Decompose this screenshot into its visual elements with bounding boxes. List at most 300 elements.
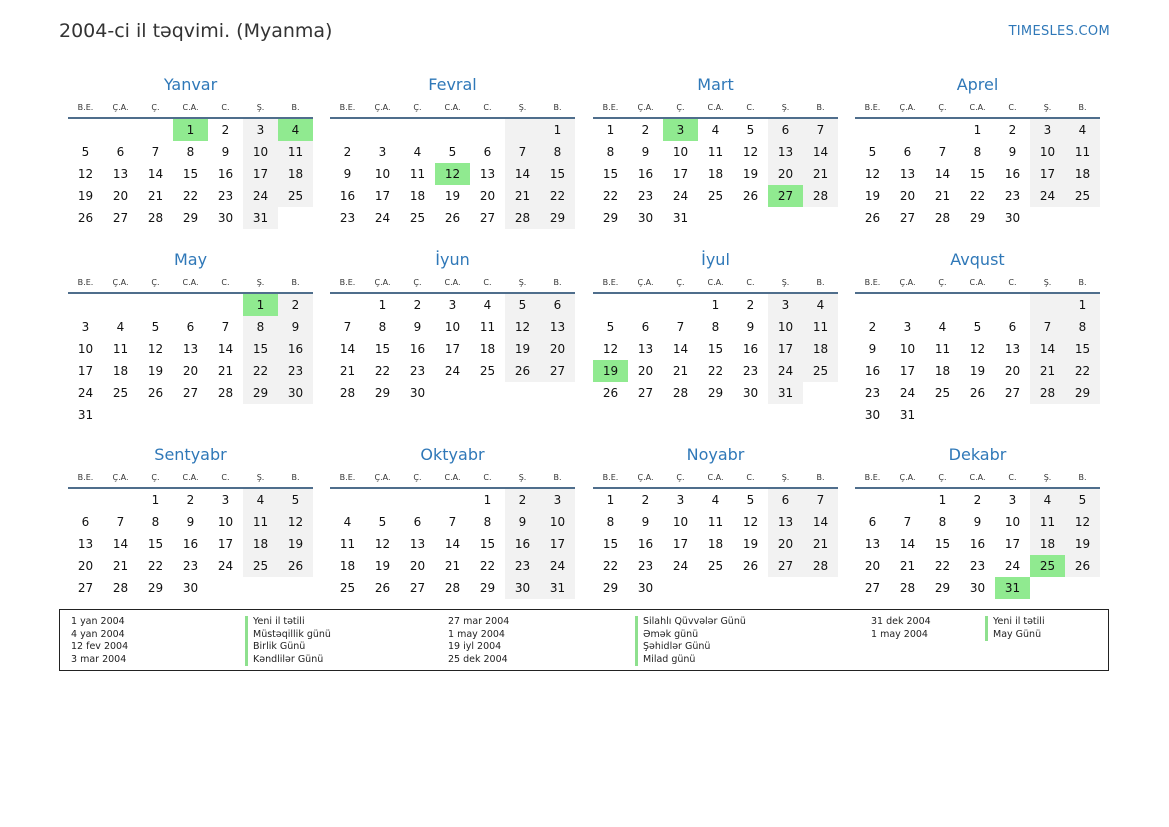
- empty-cell: [995, 404, 1030, 426]
- weekday-label: B.E.: [77, 473, 94, 482]
- holiday-date: 27 mar 2004: [448, 616, 510, 627]
- day-cell: 13: [1004, 342, 1021, 356]
- day-cell: 12: [505, 316, 540, 338]
- day-cell: 3: [903, 320, 912, 334]
- day-cell: 7: [448, 515, 457, 529]
- month-name: İyun: [435, 250, 470, 269]
- day-cell: 9: [641, 145, 650, 159]
- holiday-date: 1 yan 2004: [71, 616, 125, 627]
- day-cell: 13: [768, 511, 803, 533]
- day-cell: 10: [899, 342, 916, 356]
- day-grid: [68, 119, 313, 229]
- month-1: [68, 74, 313, 229]
- weekday-label: Ş.: [256, 103, 265, 112]
- day-cell: 12: [864, 167, 881, 181]
- day-cell: 19: [593, 360, 628, 382]
- weekday-label: Ç.: [151, 103, 160, 112]
- day-cell: 20: [768, 533, 803, 555]
- day-cell: 27: [864, 581, 881, 595]
- day-cell: 6: [116, 145, 125, 159]
- day-grid: [330, 489, 575, 599]
- day-cell: 20: [768, 163, 803, 185]
- empty-cell: [330, 119, 365, 141]
- day-cell: 15: [182, 167, 199, 181]
- weekday-label: B.: [553, 278, 562, 287]
- day-cell: 26: [969, 386, 986, 400]
- month-name: Fevral: [428, 75, 477, 94]
- day-cell: 14: [1030, 338, 1065, 360]
- day-cell: 23: [1004, 189, 1021, 203]
- month-7: [593, 249, 838, 404]
- day-cell: 1: [938, 493, 947, 507]
- day-grid: [330, 119, 575, 229]
- day-cell: 13: [479, 167, 496, 181]
- day-cell: 1: [378, 298, 387, 312]
- day-cell: 5: [606, 320, 615, 334]
- weekday-label: B.E.: [77, 278, 94, 287]
- legend-names-column: [245, 616, 331, 666]
- day-cell: 20: [182, 364, 199, 378]
- day-cell: 12: [435, 163, 470, 185]
- day-cell: 29: [374, 386, 391, 400]
- day-cell: 26: [505, 360, 540, 382]
- empty-cell: [1030, 294, 1065, 316]
- day-cell: 21: [934, 189, 951, 203]
- day-cell: 26: [147, 386, 164, 400]
- day-cell: 3: [663, 119, 698, 141]
- empty-cell: [505, 382, 540, 404]
- day-cell: 25: [112, 386, 129, 400]
- month-name: Avqust: [950, 250, 1005, 269]
- holiday-legend: [59, 609, 1109, 671]
- weekday-label: C.A.: [969, 473, 986, 482]
- day-cell: 27: [1004, 386, 1021, 400]
- day-cell: 24: [672, 559, 689, 573]
- holiday-name: May Günü: [985, 629, 1045, 642]
- day-cell: 21: [339, 364, 356, 378]
- empty-cell: [173, 404, 208, 426]
- day-cell: 29: [147, 581, 164, 595]
- empty-cell: [173, 294, 208, 316]
- empty-cell: [400, 489, 435, 511]
- day-cell: 21: [147, 189, 164, 203]
- day-cell: 18: [278, 163, 313, 185]
- weekday-label: C.: [1008, 473, 1017, 482]
- weekday-label: Ç.: [676, 278, 685, 287]
- day-cell: 25: [278, 185, 313, 207]
- empty-cell: [698, 207, 733, 229]
- empty-cell: [400, 119, 435, 141]
- weekday-label: C.: [483, 473, 492, 482]
- day-cell: 30: [278, 382, 313, 404]
- day-cell: 1: [606, 123, 615, 137]
- empty-cell: [593, 294, 628, 316]
- day-cell: 28: [803, 185, 838, 207]
- day-cell: 28: [934, 211, 951, 225]
- day-cell: 11: [803, 316, 838, 338]
- weekday-label: Ç.: [938, 278, 947, 287]
- weekday-label: B.E.: [339, 278, 356, 287]
- day-cell: 24: [374, 211, 391, 225]
- day-cell: 12: [742, 515, 759, 529]
- day-cell: 29: [182, 211, 199, 225]
- weekday-label: Ş.: [256, 278, 265, 287]
- empty-cell: [925, 294, 960, 316]
- holiday-name: Milad günü: [635, 654, 746, 667]
- month-name: Yanvar: [163, 75, 218, 94]
- day-cell: 10: [672, 145, 689, 159]
- holiday-date: 25 dek 2004: [448, 653, 508, 665]
- day-cell: 10: [768, 316, 803, 338]
- day-cell: 9: [278, 316, 313, 338]
- day-cell: 13: [112, 167, 129, 181]
- day-cell: 4: [1065, 119, 1100, 141]
- day-cell: 24: [1004, 559, 1021, 573]
- day-cell: 18: [243, 533, 278, 555]
- day-cell: 26: [602, 386, 619, 400]
- weekday-label: Ç.: [151, 473, 160, 482]
- day-cell: 21: [217, 364, 234, 378]
- empty-cell: [960, 404, 995, 426]
- day-cell: 20: [1004, 364, 1021, 378]
- weekday-header: [330, 101, 575, 115]
- day-cell: 9: [641, 515, 650, 529]
- day-cell: 30: [505, 577, 540, 599]
- holiday-name: Müstəqillik günü: [245, 629, 331, 642]
- weekday-label: C.A.: [707, 278, 724, 287]
- day-cell: 18: [479, 342, 496, 356]
- day-cell: 22: [479, 559, 496, 573]
- day-cell: 28: [339, 386, 356, 400]
- weekday-label: C.A.: [444, 473, 461, 482]
- day-cell: 21: [803, 163, 838, 185]
- empty-cell: [1030, 577, 1065, 599]
- weekday-label: C.: [221, 473, 230, 482]
- month-2: [330, 74, 575, 229]
- day-cell: 19: [77, 189, 94, 203]
- month-6: [330, 249, 575, 404]
- day-cell: 25: [339, 581, 356, 595]
- day-cell: 15: [602, 537, 619, 551]
- empty-cell: [330, 294, 365, 316]
- day-cell: 10: [243, 141, 278, 163]
- day-cell: 29: [243, 382, 278, 404]
- day-cell: 24: [1030, 185, 1065, 207]
- day-cell: 1: [173, 119, 208, 141]
- day-cell: 13: [182, 342, 199, 356]
- holiday-date: 1 may 2004: [871, 628, 928, 640]
- day-cell: 22: [147, 559, 164, 573]
- day-cell: 27: [899, 211, 916, 225]
- day-cell: 12: [374, 537, 391, 551]
- day-cell: 17: [1030, 163, 1065, 185]
- day-cell: 19: [864, 189, 881, 203]
- day-cell: 27: [540, 360, 575, 382]
- weekday-label: C.A.: [182, 473, 199, 482]
- day-cell: 14: [672, 342, 689, 356]
- day-cell: 31: [77, 408, 94, 422]
- day-cell: 19: [505, 338, 540, 360]
- empty-cell: [68, 294, 103, 316]
- weekday-label: C.A.: [969, 278, 986, 287]
- day-cell: 6: [903, 145, 912, 159]
- weekday-label: Ç.A.: [899, 278, 916, 287]
- day-cell: 14: [339, 342, 356, 356]
- day-cell: 1: [151, 493, 160, 507]
- day-cell: 22: [374, 364, 391, 378]
- day-cell: 19: [278, 533, 313, 555]
- weekday-label: Ç.A.: [637, 103, 654, 112]
- day-cell: 19: [969, 364, 986, 378]
- holiday-date: 4 yan 2004: [71, 628, 125, 640]
- weekday-header: [330, 276, 575, 290]
- day-cell: 27: [637, 386, 654, 400]
- day-cell: 20: [899, 189, 916, 203]
- day-cell: 30: [409, 386, 426, 400]
- day-cell: 19: [742, 537, 759, 551]
- empty-cell: [435, 119, 470, 141]
- weekday-label: Ç.: [413, 473, 422, 482]
- empty-cell: [1065, 404, 1100, 426]
- day-cell: 16: [1004, 167, 1021, 181]
- empty-cell: [103, 294, 138, 316]
- day-cell: 14: [217, 342, 234, 356]
- holiday-name: Silahlı Qüvvələr Günü: [635, 616, 746, 629]
- day-cell: 15: [479, 537, 496, 551]
- day-cell: 27: [768, 185, 803, 207]
- day-cell: 26: [1065, 555, 1100, 577]
- empty-cell: [890, 119, 925, 141]
- weekday-label: Ş.: [781, 278, 790, 287]
- empty-cell: [103, 119, 138, 141]
- day-cell: 14: [505, 163, 540, 185]
- day-cell: 14: [112, 537, 129, 551]
- day-cell: 21: [112, 559, 129, 573]
- day-cell: 31: [995, 577, 1030, 599]
- day-cell: 9: [505, 511, 540, 533]
- day-cell: 26: [742, 559, 759, 573]
- day-cell: 16: [864, 364, 881, 378]
- day-cell: 14: [803, 141, 838, 163]
- day-cell: 17: [899, 364, 916, 378]
- day-cell: 17: [217, 537, 234, 551]
- day-cell: 5: [746, 493, 755, 507]
- day-cell: 31: [672, 211, 689, 225]
- day-grid: [855, 294, 1100, 426]
- holiday-name: Kəndlilər Günü: [245, 654, 331, 667]
- weekday-header: [593, 471, 838, 485]
- day-cell: 27: [409, 581, 426, 595]
- empty-cell: [365, 489, 400, 511]
- day-cell: 8: [973, 145, 982, 159]
- weekday-label: C.A.: [969, 103, 986, 112]
- day-cell: 9: [746, 320, 755, 334]
- weekday-label: Ç.A.: [637, 278, 654, 287]
- day-cell: 17: [768, 338, 803, 360]
- day-cell: 13: [409, 537, 426, 551]
- day-grid: [68, 294, 313, 426]
- weekday-label: C.: [746, 103, 755, 112]
- day-cell: 4: [711, 493, 720, 507]
- day-cell: 12: [602, 342, 619, 356]
- day-cell: 9: [343, 167, 352, 181]
- day-cell: 19: [374, 559, 391, 573]
- weekday-label: B.: [816, 473, 825, 482]
- day-cell: 11: [278, 141, 313, 163]
- day-cell: 31: [243, 207, 278, 229]
- day-cell: 19: [1065, 533, 1100, 555]
- day-cell: 4: [116, 320, 125, 334]
- day-cell: 7: [803, 489, 838, 511]
- day-cell: 1: [606, 493, 615, 507]
- day-cell: 23: [864, 386, 881, 400]
- day-cell: 23: [278, 360, 313, 382]
- weekday-label: B.: [816, 278, 825, 287]
- day-cell: 3: [221, 493, 230, 507]
- day-cell: 28: [112, 581, 129, 595]
- weekday-label: C.: [483, 103, 492, 112]
- empty-cell: [1030, 404, 1065, 426]
- month-8: [855, 249, 1100, 426]
- month-name: Mart: [697, 75, 734, 94]
- day-cell: 22: [182, 189, 199, 203]
- empty-cell: [733, 207, 768, 229]
- day-cell: 26: [278, 555, 313, 577]
- weekday-label: Ç.: [938, 103, 947, 112]
- day-cell: 3: [768, 294, 803, 316]
- weekday-label: B.E.: [602, 103, 619, 112]
- day-cell: 28: [147, 211, 164, 225]
- weekday-label: Ç.A.: [374, 278, 391, 287]
- day-cell: 24: [768, 360, 803, 382]
- day-cell: 23: [637, 189, 654, 203]
- day-grid: [593, 294, 838, 404]
- day-cell: 1: [243, 294, 278, 316]
- weekday-label: Ş.: [518, 103, 527, 112]
- empty-cell: [365, 119, 400, 141]
- day-cell: 7: [676, 320, 685, 334]
- day-cell: 11: [112, 342, 129, 356]
- day-cell: 28: [1030, 382, 1065, 404]
- day-cell: 7: [1030, 316, 1065, 338]
- day-cell: 15: [147, 537, 164, 551]
- weekday-label: C.A.: [182, 103, 199, 112]
- day-cell: 13: [864, 537, 881, 551]
- day-cell: 27: [768, 555, 803, 577]
- empty-cell: [960, 294, 995, 316]
- weekday-label: Ş.: [1043, 278, 1052, 287]
- weekday-label: B.E.: [864, 103, 881, 112]
- weekday-label: B.: [553, 473, 562, 482]
- day-cell: 26: [864, 211, 881, 225]
- weekday-label: B.: [1078, 473, 1087, 482]
- day-cell: 4: [711, 123, 720, 137]
- day-cell: 16: [742, 342, 759, 356]
- site-link[interactable]: TIMESLES.COM: [1008, 24, 1110, 39]
- day-cell: 7: [221, 320, 230, 334]
- empty-cell: [330, 489, 365, 511]
- empty-cell: [768, 207, 803, 229]
- day-cell: 11: [1065, 141, 1100, 163]
- weekday-label: Ç.A.: [112, 278, 129, 287]
- day-cell: 10: [540, 511, 575, 533]
- day-cell: 16: [637, 167, 654, 181]
- legend-dates-column: [448, 616, 509, 666]
- day-cell: 22: [1065, 360, 1100, 382]
- day-cell: 14: [803, 511, 838, 533]
- day-cell: 4: [243, 489, 278, 511]
- empty-cell: [890, 489, 925, 511]
- empty-cell: [68, 119, 103, 141]
- day-cell: 8: [378, 320, 387, 334]
- day-cell: 27: [77, 581, 94, 595]
- day-cell: 30: [742, 386, 759, 400]
- day-cell: 5: [448, 145, 457, 159]
- day-cell: 29: [479, 581, 496, 595]
- weekday-label: B.: [553, 103, 562, 112]
- weekday-label: C.A.: [707, 473, 724, 482]
- day-cell: 24: [899, 386, 916, 400]
- weekday-label: B.E.: [77, 103, 94, 112]
- day-cell: 3: [243, 119, 278, 141]
- empty-cell: [470, 119, 505, 141]
- day-cell: 29: [969, 211, 986, 225]
- weekday-label: B.: [291, 473, 300, 482]
- day-cell: 22: [602, 189, 619, 203]
- day-cell: 20: [409, 559, 426, 573]
- weekday-label: B.: [291, 103, 300, 112]
- day-cell: 11: [707, 145, 724, 159]
- day-cell: 11: [243, 511, 278, 533]
- month-11: [593, 444, 838, 599]
- day-cell: 19: [147, 364, 164, 378]
- empty-cell: [540, 382, 575, 404]
- weekday-label: C.: [1008, 278, 1017, 287]
- day-cell: 7: [116, 515, 125, 529]
- day-cell: 18: [112, 364, 129, 378]
- day-cell: 18: [707, 537, 724, 551]
- day-cell: 10: [374, 167, 391, 181]
- weekday-header: [593, 276, 838, 290]
- weekday-label: Ç.: [413, 278, 422, 287]
- weekday-label: B.E.: [339, 473, 356, 482]
- weekday-label: C.: [221, 278, 230, 287]
- day-cell: 12: [969, 342, 986, 356]
- day-cell: 20: [864, 559, 881, 573]
- empty-cell: [278, 577, 313, 599]
- empty-cell: [663, 294, 698, 316]
- day-cell: 30: [1004, 211, 1021, 225]
- weekday-label: C.A.: [707, 103, 724, 112]
- weekday-label: C.A.: [444, 103, 461, 112]
- day-cell: 13: [637, 342, 654, 356]
- day-cell: 2: [221, 123, 230, 137]
- day-cell: 8: [711, 320, 720, 334]
- holiday-name: Şəhidlər Günü: [635, 641, 746, 654]
- weekday-label: Ş.: [518, 473, 527, 482]
- legend-names-column: [635, 616, 746, 666]
- weekday-label: Ş.: [1043, 473, 1052, 482]
- month-name: İyul: [701, 250, 730, 269]
- day-cell: 11: [479, 320, 496, 334]
- day-cell: 23: [742, 364, 759, 378]
- legend-names-column: [985, 616, 1045, 641]
- day-cell: 9: [413, 320, 422, 334]
- day-cell: 29: [540, 207, 575, 229]
- day-cell: 9: [1008, 145, 1017, 159]
- day-cell: 28: [803, 555, 838, 577]
- day-cell: 31: [540, 577, 575, 599]
